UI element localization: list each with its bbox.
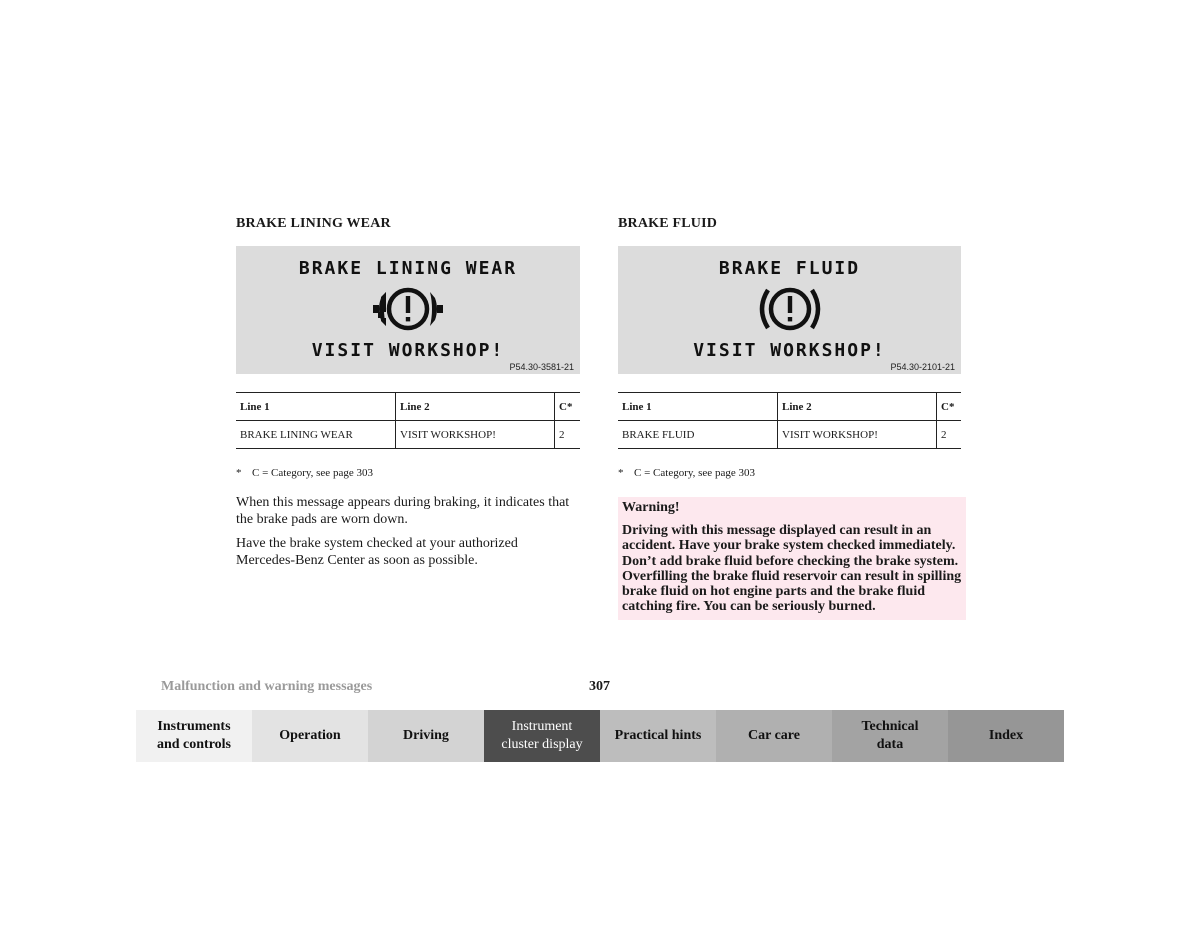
- table-header-cell: C*: [555, 393, 581, 421]
- nav-tab-technical-data[interactable]: Technical data: [832, 710, 948, 762]
- nav-tab-index[interactable]: Index: [948, 710, 1064, 762]
- display-line-2: VISIT WORKSHOP!: [693, 340, 886, 361]
- cluster-display-image: [618, 246, 961, 374]
- nav-tab-operation[interactable]: Operation: [252, 710, 368, 762]
- display-line-1: BRAKE FLUID: [718, 258, 861, 279]
- message-table: [236, 392, 580, 449]
- section-heading: BRAKE FLUID: [618, 216, 718, 231]
- brake-lining-section: [236, 214, 580, 569]
- table-cell: 2: [937, 421, 962, 449]
- table-row: [618, 421, 961, 449]
- display-line-1: BRAKE LINING WEAR: [298, 258, 518, 279]
- table-cell: 2: [555, 421, 581, 449]
- chapter-navigation: [136, 710, 1064, 762]
- table-header-cell: Line 1: [236, 393, 396, 421]
- page-number: 307: [589, 679, 610, 694]
- nav-tab-car-care[interactable]: Car care: [716, 710, 832, 762]
- footer-section-title: Malfunction and warning messages: [161, 679, 373, 694]
- cluster-display-image: [236, 246, 580, 374]
- warning-title: Warning!: [622, 500, 680, 515]
- message-table: [618, 392, 961, 449]
- table-cell: VISIT WORKSHOP!: [396, 421, 555, 449]
- nav-tab-practical-hints[interactable]: Practical hints: [600, 710, 716, 762]
- table-header-cell: Line 2: [396, 393, 555, 421]
- table-header-row: [618, 393, 961, 421]
- table-cell: VISIT WORKSHOP!: [778, 421, 937, 449]
- section-heading: BRAKE LINING WEAR: [236, 216, 391, 231]
- nav-tab-driving[interactable]: Driving: [368, 710, 484, 762]
- table-header-cell: Line 2: [778, 393, 937, 421]
- figure-reference: P54.30-2101-21: [890, 362, 955, 372]
- figure-reference: P54.30-3581-21: [509, 362, 574, 372]
- nav-tab-instrument-cluster-display[interactable]: Instrument cluster display: [484, 710, 600, 762]
- warning-box: [618, 497, 966, 620]
- footnote: [618, 467, 966, 479]
- table-header-row: [236, 393, 580, 421]
- brake-lining-warning-icon: [368, 282, 448, 336]
- footnote-mark: *: [618, 467, 624, 479]
- footnote-mark: *: [236, 467, 242, 479]
- table-header-cell: Line 1: [618, 393, 778, 421]
- footnote-text: C = Category, see page 303: [634, 467, 755, 479]
- body-paragraph: When this message appears during braking, it indicates that the brake pads are worn down.: [236, 495, 570, 527]
- brake-warning-icon: [750, 282, 830, 336]
- nav-tab-instruments-and-controls[interactable]: Instruments and controls: [136, 710, 252, 762]
- warning-text: Driving with this message displayed can result in an accident. Have your brake system checked immediately. Don’t add brake fluid before checking the brake system. Overfilling the brake fluid reservoir can result in spilling brake fluid on hot engine parts and the brake fluid catching fire. You can be seriously burned.: [622, 523, 962, 615]
- table-cell: BRAKE FLUID: [618, 421, 778, 449]
- table-cell: BRAKE LINING WEAR: [236, 421, 396, 449]
- display-line-2: VISIT WORKSHOP!: [311, 340, 505, 361]
- body-paragraph: Have the brake system checked at your authorized Mercedes-Benz Center as soon as possible.: [236, 536, 518, 568]
- table-row: [236, 421, 580, 449]
- brake-fluid-section: [618, 214, 966, 620]
- table-header-cell: C*: [937, 393, 962, 421]
- footnote: [236, 467, 580, 479]
- footnote-text: C = Category, see page 303: [252, 467, 373, 479]
